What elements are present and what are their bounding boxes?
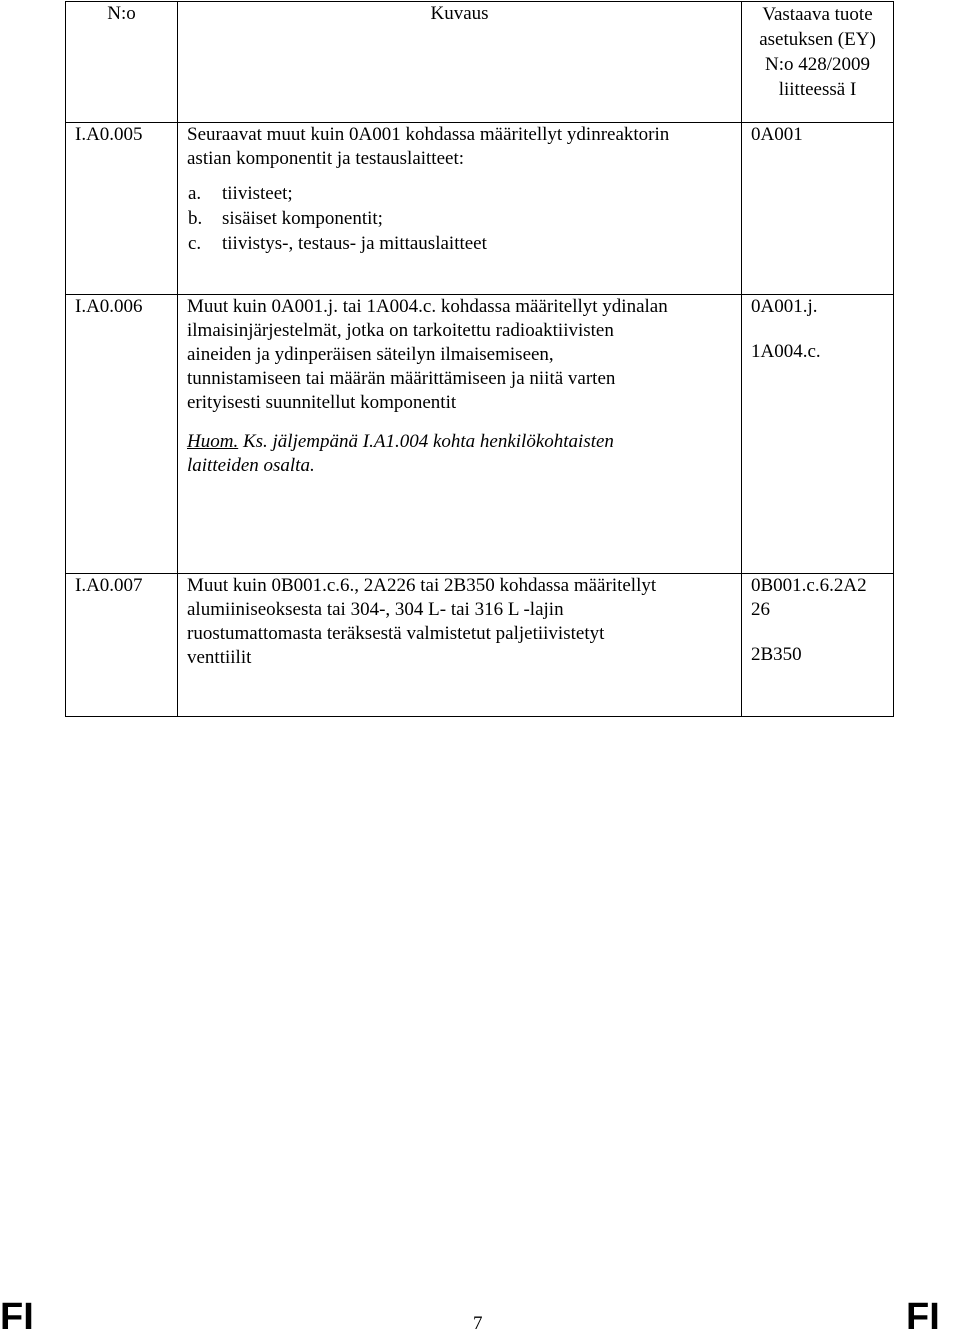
header-reference-line: asetuksen (EY) <box>759 29 876 50</box>
list-item-text: tiivisteet; <box>222 183 293 204</box>
reference-line: 0B001.c.6.2A2 <box>751 575 867 596</box>
description-line: venttiilit <box>187 647 252 668</box>
header-number: N:o <box>66 2 178 123</box>
header-reference <box>742 2 894 123</box>
row-description <box>178 295 742 574</box>
list-item <box>187 181 731 206</box>
note-lead: Huom. <box>187 431 239 452</box>
reference-line: 0A001 <box>751 124 803 145</box>
reference-line: 0A001.j. <box>751 296 818 317</box>
table-row <box>66 123 894 295</box>
row-description <box>178 574 742 717</box>
header-reference-line: liitteessä I <box>778 79 857 100</box>
description-line: alumiiniseoksesta tai 304-, 304 L- tai 316 L -lajin <box>187 599 564 620</box>
header-reference-line: N:o 428/2009 <box>764 54 871 75</box>
component-list <box>187 181 731 256</box>
note-text: Ks. jäljempänä I.A1.004 kohta henkilökohtaisten <box>238 431 614 452</box>
reference-line: 2B350 <box>751 644 802 665</box>
note-line: laitteiden osalta. <box>187 455 315 476</box>
page-number: 7 <box>473 1313 483 1334</box>
list-item-text: sisäiset komponentit; <box>222 208 383 229</box>
description-line: ilmaisinjärjestelmät, jotka on tarkoitettu radioaktiivisten <box>187 320 614 341</box>
description-line: Seuraavat muut kuin 0A001 kohdassa määritellyt ydinreaktorin <box>187 124 670 145</box>
description-line: ruostumattomasta teräksestä valmistetut paljetiivistetyt <box>187 623 605 644</box>
description-line: astian komponentit ja testauslaitteet: <box>187 148 465 169</box>
description-line: aineiden ja ydinperäisen säteilyn ilmaisemiseen, <box>187 344 554 365</box>
description-line: Muut kuin 0B001.c.6., 2A226 tai 2B350 kohdassa määritellyt <box>187 575 657 596</box>
list-item-letter: b. <box>188 208 203 229</box>
row-description <box>178 123 742 295</box>
table-row <box>66 295 894 574</box>
footer-language-left: FI <box>0 1296 34 1338</box>
note-line <box>187 430 731 454</box>
header-description: Kuvaus <box>178 2 742 123</box>
note <box>187 430 731 478</box>
row-reference <box>742 123 894 295</box>
description-line: tunnistamiseen tai määrän määrittämiseen ja niitä varten <box>187 368 616 389</box>
header-reference-line: Vastaava tuote <box>762 4 873 25</box>
list-item-text: tiivistys-, testaus- ja mittauslaitteet <box>222 233 487 254</box>
list-item <box>187 231 731 256</box>
list-item-letter: c. <box>188 233 202 254</box>
table-row <box>66 574 894 717</box>
list-item <box>187 206 731 231</box>
row-number: I.A0.006 <box>66 295 178 574</box>
description-line: erityisesti suunnitellut komponentit <box>187 392 457 413</box>
row-number: I.A0.007 <box>66 574 178 717</box>
row-reference <box>742 574 894 717</box>
reference-line: 1A004.c. <box>751 341 821 362</box>
footer-language-right: FI <box>906 1296 940 1338</box>
row-reference <box>742 295 894 574</box>
table-header-row <box>66 2 894 123</box>
reference-line: 26 <box>751 599 770 620</box>
description-line-text: Muut kuin 0A001.j. tai 1A004.c. kohdassa määritellyt ydinalan <box>187 296 668 317</box>
list-item-letter: a. <box>188 183 202 204</box>
description-line <box>187 295 731 319</box>
equipment-table <box>65 1 894 717</box>
row-number: I.A0.005 <box>66 123 178 295</box>
